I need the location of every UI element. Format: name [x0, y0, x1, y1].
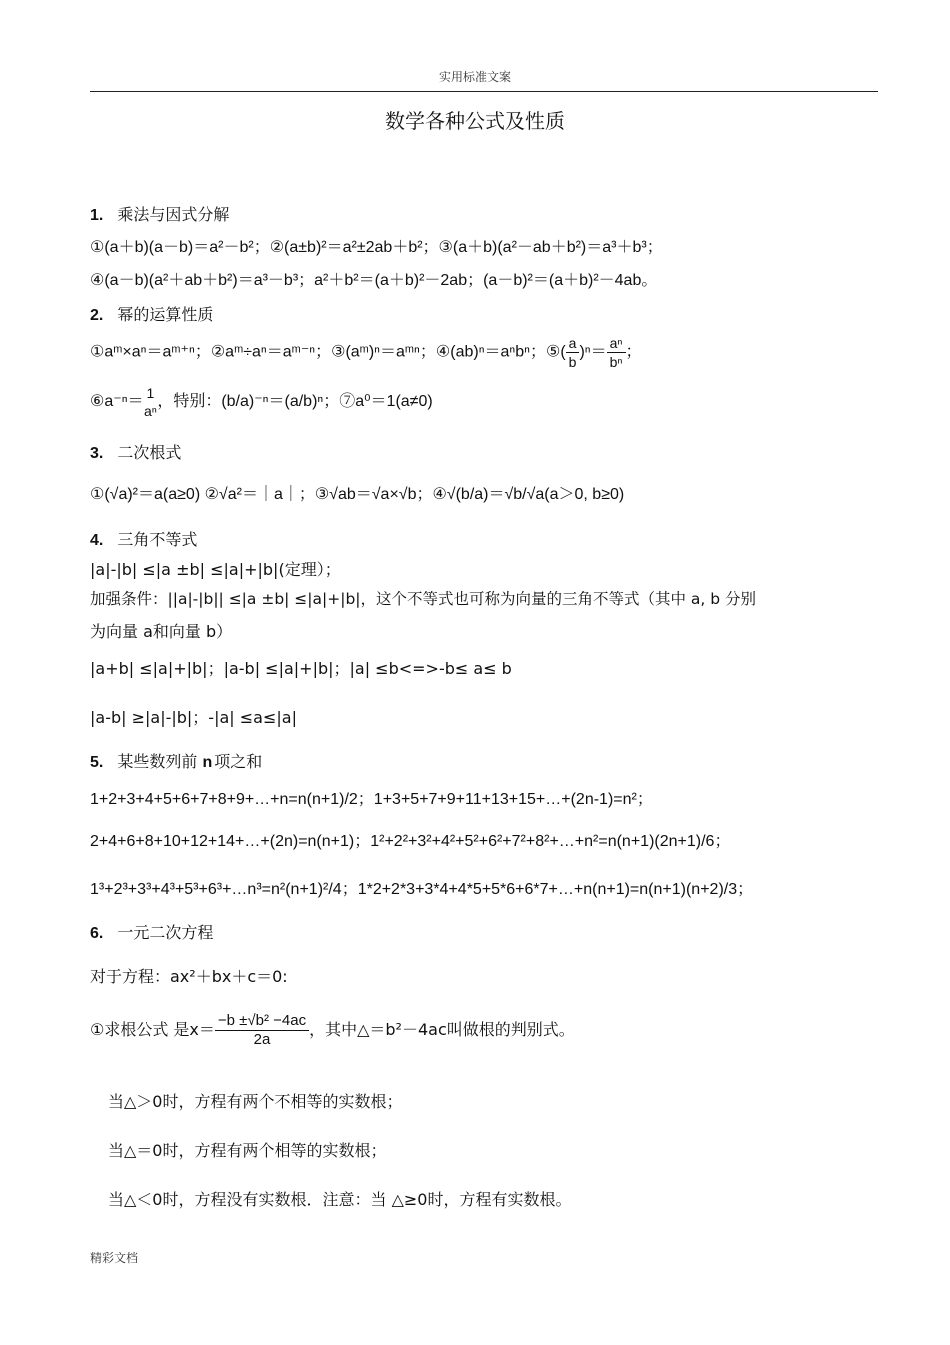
section-name-tail: 项之和	[214, 752, 263, 771]
formula-line: ④(a－b)(a²＋ab＋b²)＝a³－b³；a²＋b²＝(a＋b)²－2ab；(a－b)²＝(a＋b)²－4ab。	[90, 272, 658, 289]
formula-text: )ⁿ＝	[579, 343, 607, 361]
fraction	[144, 384, 158, 420]
formula-text: ，特别：(b/a)⁻ⁿ＝(a/b)ⁿ；⑦a⁰＝1(a≠0)	[157, 393, 433, 411]
section-number: 6.	[90, 925, 104, 942]
fraction-numerator: −b ±√b² −4ac	[215, 1012, 309, 1031]
condition-line: 当△＞0时，方程有两个不相等的实数根；	[108, 1092, 403, 1111]
formula-line: 对于方程：ax²＋bx＋c＝0:	[90, 967, 288, 986]
section-name: 二次根式	[117, 443, 182, 462]
document-title: 数学各种公式及性质	[385, 109, 565, 133]
section-heading-2	[90, 302, 213, 325]
formula-line: 加强条件：||a|-|b|| ≤|a ±b| ≤|a|+|b|，这个不等式也可称为向量的三角不等式（其中 a, b 分别	[90, 590, 757, 608]
formula-text: ①求根公式 是x＝	[90, 1020, 215, 1039]
section-name: 一元二次方程	[117, 923, 214, 942]
section-number: 5.	[90, 754, 104, 771]
section-number: 3.	[90, 445, 104, 462]
formula-line: |a-b| ≥|a|-|b|；-|a| ≤a≤|a|	[90, 708, 297, 727]
fraction-numerator: a	[566, 334, 580, 353]
fraction-numerator: aⁿ	[607, 334, 626, 353]
formula-line: 为向量 a和向量 b）	[90, 622, 233, 641]
formula-text: ，其中△＝b²－4ac叫做根的判别式。	[309, 1020, 575, 1039]
formula-line: ①(a＋b)(a－b)＝a²－b²；②(a±b)²＝a²±2ab＋b²；③(a＋b)(a²－ab＋b²)＝a³＋b³；	[90, 239, 663, 256]
header-rule	[90, 91, 878, 92]
root-formula-fraction	[215, 1012, 309, 1049]
fraction-denominator: aⁿ	[143, 403, 157, 419]
formula-line	[90, 1012, 575, 1049]
formula-line: 1+2+3+4+5+6+7+8+9+…+n=n(n+1)/2；1+3+5+7+9+11+13+15+…+(2n-1)=n²；	[90, 791, 653, 808]
page-footer: 精彩文档	[90, 1251, 139, 1265]
fraction	[566, 334, 580, 371]
fraction-denominator: 2a	[253, 1031, 271, 1048]
fraction	[607, 334, 626, 371]
formula-line	[90, 334, 642, 371]
formula-line: 1³+2³+3³+4³+5³+6³+…n³=n²(n+1)²/4；1*2+2*3+3*4+4*5+5*6+6*7+…+n(n+1)=n(n+1)(n+2)/3；	[90, 881, 754, 898]
section-name: 某些数列前	[117, 752, 198, 771]
fraction-denominator: b	[568, 354, 577, 370]
formula-line: |a+b| ≤|a|+|b|；|a-b| ≤|a|+|b|；|a| ≤b<=>-b≤ a≤ b	[90, 659, 512, 678]
fraction-denominator: bⁿ	[609, 354, 623, 370]
formula-line: 2+4+6+8+10+12+14+…+(2n)=n(n+1)；1²+2²+3²+4²+5²+6²+7²+8²+…+n²=n(n+1)(2n+1)/6；	[90, 833, 731, 850]
formula-line	[90, 384, 433, 420]
section-heading-3	[90, 440, 181, 463]
formula-line: |a|-|b| ≤|a ±b| ≤|a|+|b|(定理）；	[90, 560, 341, 579]
section-heading-5	[90, 749, 262, 772]
formula-text: ；	[625, 343, 642, 361]
section-heading-4	[90, 527, 197, 550]
section-name: 三角不等式	[117, 530, 198, 549]
section-heading-6	[90, 920, 213, 943]
condition-line: 当△＝0时，方程有两个相等的实数根；	[108, 1141, 387, 1160]
section-number: 2.	[90, 307, 104, 324]
fraction-numerator: 1	[146, 385, 155, 401]
section-number: 1.	[90, 207, 104, 224]
section-name: 乘法与因式分解	[117, 205, 230, 224]
section-number: 4.	[90, 532, 104, 549]
condition-line: 当△＜0时，方程没有实数根．注意：当 △≥0时，方程有实数根。	[108, 1190, 572, 1209]
section-heading-1	[90, 202, 229, 225]
formula-line: ①(√a)²＝a(a≥0) ②√a²＝｜a｜；③√ab＝√a×√b；④√(b/a)＝√b/√a(a＞0, b≥0)	[90, 486, 625, 503]
formula-text: ①aᵐ×aⁿ＝aᵐ⁺ⁿ；②aᵐ÷aⁿ＝aᵐ⁻ⁿ；③(aᵐ)ⁿ＝aᵐⁿ；④(ab)ⁿ＝aⁿbⁿ；⑤(	[90, 343, 566, 361]
section-name-variable: n	[202, 754, 213, 771]
formula-text: ⑥a⁻ⁿ＝	[90, 393, 144, 411]
section-name: 幂的运算性质	[117, 305, 214, 324]
page-header: 实用标准文案	[438, 70, 511, 84]
